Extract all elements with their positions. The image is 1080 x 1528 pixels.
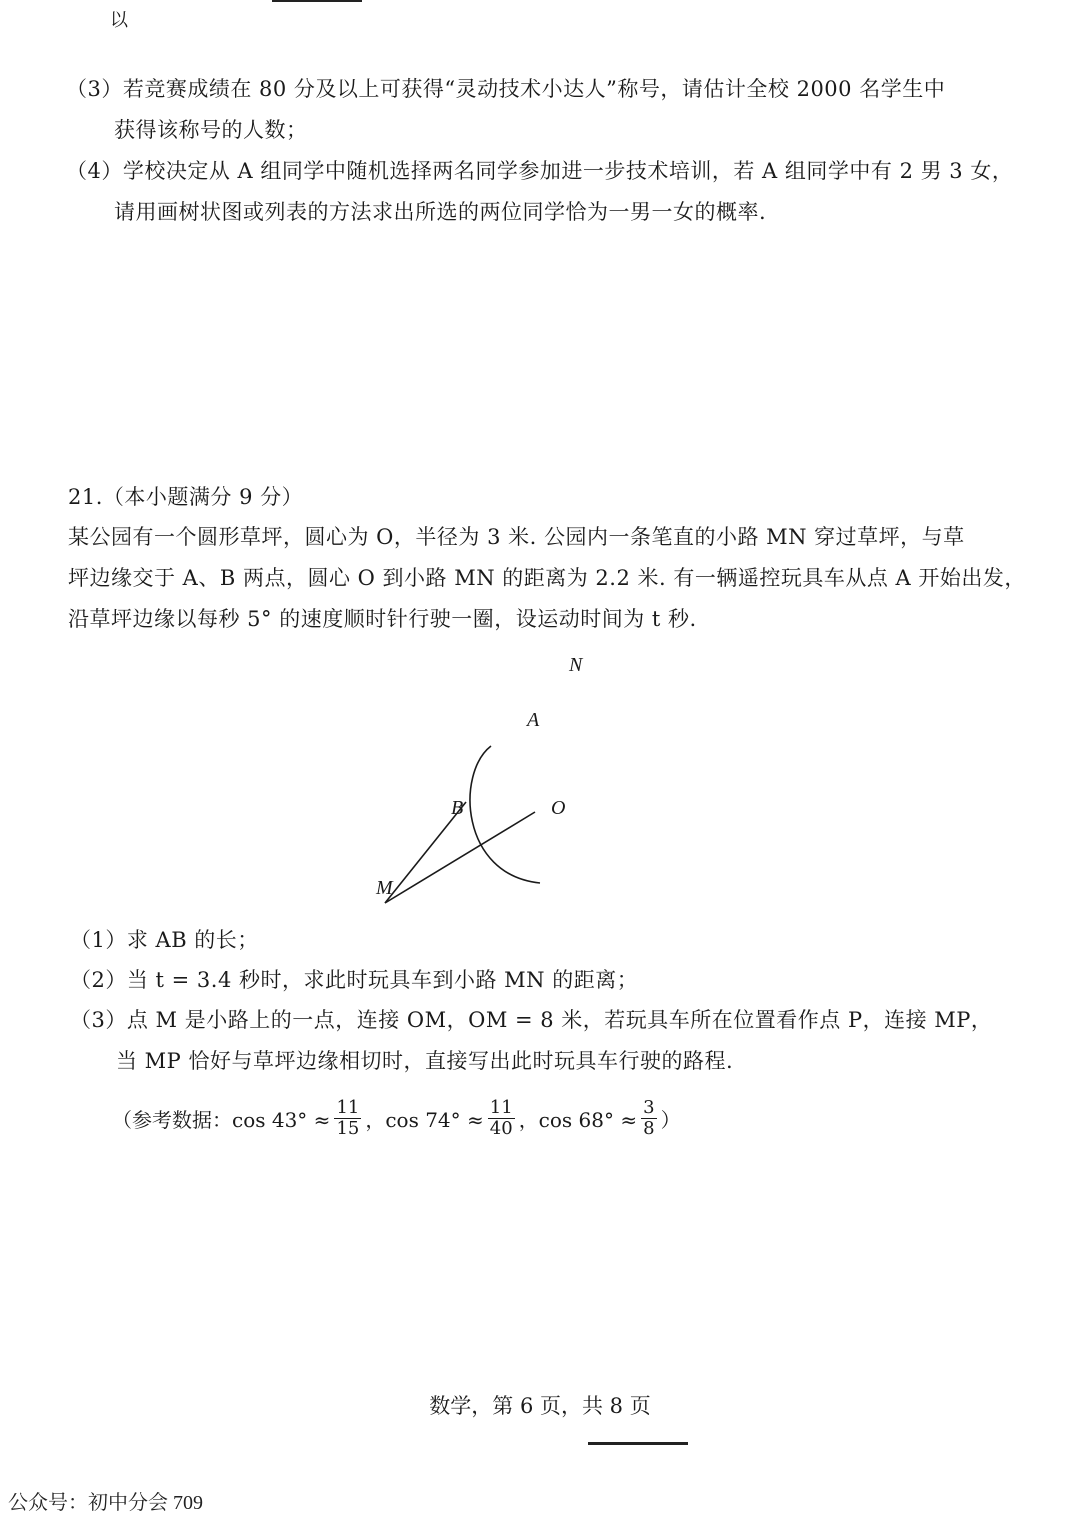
q21-part3-line1: （3）点 M 是小路上的一点，连接 OM，OM = 8 米，若玩具车所在位置看作点 P，连接 MP，	[70, 1008, 993, 1032]
label-a: A	[527, 709, 540, 731]
page-footer: 数学，第 6 页，共 8 页	[429, 1394, 651, 1418]
label-n: N	[569, 654, 583, 676]
q20-part4-line1: （4）学校决定从 A 组同学中随机选择两名同学参加进一步技术培训，若 A 组同学中有 2 男 3 女，	[66, 159, 1014, 183]
segment-mo	[385, 812, 535, 903]
q20-part3-line2: 获得该称号的人数；	[114, 118, 308, 142]
reference-data	[112, 1090, 681, 1146]
ref-prefix: （参考数据：cos 43° ≈	[112, 1107, 331, 1132]
ref-sep1: ，cos 74° ≈	[365, 1107, 484, 1132]
q21-part1: （1）求 AB 的长；	[70, 928, 259, 952]
top-scan-mark	[272, 0, 362, 2]
label-m: M	[376, 877, 393, 899]
q21-stem-line3: 沿草坪边缘以每秒 5° 的速度顺时针行驶一圈，设运动时间为 t 秒.	[68, 607, 697, 631]
q21-part3-line2: 当 MP 恰好与草坪边缘相切时，直接写出此时玩具车行驶的路程.	[116, 1049, 734, 1073]
top-fragment: 以	[110, 10, 128, 31]
fraction-3-8: $\frac{3}{8}$	[643, 1096, 655, 1139]
bottom-scan-mark	[588, 1442, 688, 1445]
q20-part4-line2: 请用画树状图或列表的方法求出所选的两位同学恰为一男一女的概率.	[114, 200, 767, 224]
fraction-11-15: $\frac{11}{15}$	[336, 1096, 360, 1139]
q20-part3-line1: （3）若竞赛成绩在 80 分及以上可获得“灵动技术小达人”称号，请估计全校 2000 名学生中	[66, 77, 946, 101]
q21-heading: 21.（本小题满分 9 分）	[68, 485, 304, 509]
label-b: B	[451, 797, 464, 819]
q21-stem-line2: 坪边缘交于 A、B 两点，圆心 O 到小路 MN 的距离为 2.2 米. 有一辆遥控玩具车从点 A 开始出发，	[68, 566, 1026, 590]
q21-part2: （2）当 t = 3.4 秒时，求此时玩具车到小路 MN 的距离；	[70, 968, 639, 992]
label-o: O	[551, 797, 566, 819]
watermark: 公众号：初中分会 709	[8, 1492, 203, 1514]
geometry-figure	[360, 645, 600, 915]
q21-stem-line1: 某公园有一个圆形草坪，圆心为 O，半径为 3 米. 公园内一条笔直的小路 MN 穿过草坪，与草	[68, 525, 965, 549]
fraction-11-40: $\frac{11}{40}$	[489, 1096, 513, 1139]
ref-sep2: ，cos 68° ≈	[518, 1107, 638, 1132]
ref-suffix: ）	[660, 1107, 681, 1132]
